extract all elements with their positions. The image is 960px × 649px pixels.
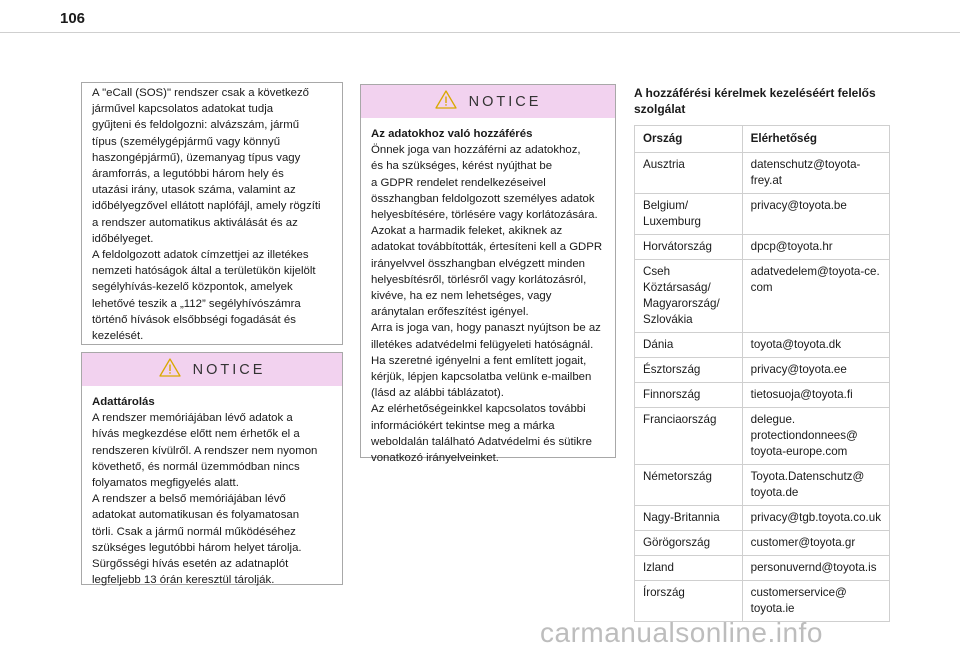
text-line: kezelését. xyxy=(92,330,144,343)
watermark: carmanualsonline.info xyxy=(540,617,823,648)
ecall-info-text xyxy=(82,83,342,344)
text-line: típus (személygépjármű vagy könnyű xyxy=(92,135,281,148)
table-row xyxy=(635,581,890,622)
text-line: irányelvvel összhangban elvégzett minden xyxy=(371,257,586,270)
cell-line: Szlovákia xyxy=(643,313,693,326)
text-line: legfeljebb 13 órán keresztül tárolják. xyxy=(92,574,275,587)
contact-cell xyxy=(742,260,889,333)
contact-cell xyxy=(742,465,889,506)
contact-cell xyxy=(742,358,889,383)
table-row xyxy=(635,556,890,581)
text-line: A rendszer memóriájában lévő adatok a xyxy=(92,412,293,425)
text-line: a rendszer automatikus aktiválását és az xyxy=(92,216,298,229)
table-row xyxy=(635,260,890,333)
cell-line: privacy@toyota.ee xyxy=(750,363,847,376)
cell-line: toyota.ie xyxy=(750,602,795,615)
text-line: illetékes adatvédelmi felügyeleti hatóságnál. xyxy=(371,338,594,351)
country-cell xyxy=(635,581,743,622)
ecall-info-box xyxy=(81,82,343,345)
cell-line: privacy@toyota.be xyxy=(750,199,847,212)
cell-line: Dánia xyxy=(643,338,674,351)
page-number: 106 xyxy=(60,10,86,27)
cell-line: privacy@tgb.toyota.co.uk xyxy=(750,511,881,524)
cell-line: toyota-europe.com xyxy=(750,445,848,458)
text-line: járművel kapcsolatos adatokat tudja xyxy=(92,103,274,116)
warning-triangle-icon xyxy=(435,90,457,113)
notice-label: NOTICE xyxy=(468,93,542,110)
text-line: adatokat továbbították, értesíteni kell a GDPR xyxy=(371,241,603,254)
cell-line: Izland xyxy=(643,561,674,574)
country-cell xyxy=(635,465,743,506)
text-line: helyesbítésére, törlésére vagy korlátozására. xyxy=(371,209,598,222)
text-line: időbélyeget. xyxy=(92,232,154,245)
country-cell xyxy=(635,383,743,408)
country-cell xyxy=(635,153,743,194)
cell-line: protectiondonnees@ xyxy=(750,429,858,442)
table-row xyxy=(635,506,890,531)
cell-line: Toyota.Datenschutz@ xyxy=(750,470,865,483)
table-row xyxy=(635,153,890,194)
notice-subtitle: Adattárolás xyxy=(92,396,155,408)
cell-line: Észtország xyxy=(643,363,701,376)
text-line: segélyhívás-kezelő központok, amelyek xyxy=(92,281,293,294)
cell-line: Belgium/ xyxy=(643,199,689,212)
text-line: rendszeren kívülről. A rendszer nem nyomon xyxy=(92,444,318,457)
contact-cell xyxy=(742,153,889,194)
text-line: Önnek joga van hozzáférni az adatokhoz, xyxy=(371,144,581,157)
text-line: gyűjteni és feldolgozni: alvázszám, jármű xyxy=(92,119,300,132)
notice-header xyxy=(361,85,615,118)
cell-line: Cseh xyxy=(643,265,671,278)
text-line: Az elérhetőségeinkkel kapcsolatos további xyxy=(371,403,586,416)
country-cell xyxy=(635,531,743,556)
text-line: Azokat a harmadik feleket, akiknek az xyxy=(371,225,563,238)
text-line: Arra is joga van, hogy panaszt nyújtson be az xyxy=(371,322,601,335)
contact-cell xyxy=(742,333,889,358)
notice-data-storage xyxy=(81,352,343,585)
contact-cell xyxy=(742,556,889,581)
cell-line: Görögország xyxy=(643,536,711,549)
text-line: történő hívások elsőbbségi fogadását és xyxy=(92,313,296,326)
notice-data-access xyxy=(360,84,616,465)
table-row xyxy=(635,333,890,358)
cell-line: Nagy-Britannia xyxy=(643,511,720,524)
contact-cell xyxy=(742,506,889,531)
cell-line: Ausztria xyxy=(643,158,685,171)
text-line: időbélyegzővel ellátott naplófájl, amely rögzíti xyxy=(92,200,321,213)
text-line: A feldolgozott adatok címzettjei az illetékes xyxy=(92,249,309,262)
header-divider xyxy=(0,32,960,33)
contacts-table xyxy=(634,125,890,622)
text-line: kivéve, ha ez nem lehetséges, vagy xyxy=(371,290,552,303)
notice-header xyxy=(82,353,342,386)
cell-line: dpcp@toyota.hr xyxy=(750,240,833,253)
text-line: szükséges legutóbbi három helyet tárolja. xyxy=(92,541,302,554)
cell-line: delegue. xyxy=(750,413,796,426)
cell-line: Magyarország/ xyxy=(643,297,720,310)
notice-text xyxy=(361,118,615,466)
text-line: információkért tekintse meg a márka xyxy=(371,419,555,432)
text-line: aránytalan erőfeszítést igényel. xyxy=(371,306,529,319)
text-line: áramforrás, a legutóbbi három hely és xyxy=(92,168,284,181)
country-cell xyxy=(635,260,743,333)
cell-line: Finnország xyxy=(643,388,701,401)
cell-line: Németország xyxy=(643,470,712,483)
cell-line: Luxemburg xyxy=(643,215,702,228)
text-line: folyamatos megfigyelés alatt. xyxy=(92,477,239,490)
text-line: A rendszer a belső memóriájában lévő xyxy=(92,493,286,506)
text-line: követhető, és normál üzemmódban nincs xyxy=(92,460,300,473)
text-line: lehetővé teszik a „112” segélyhívószámra xyxy=(92,297,301,310)
cell-line: datenschutz@toyota- xyxy=(750,158,861,171)
text-line: és ha szükséges, kérést nyújthat be xyxy=(371,160,553,173)
cell-line: Horvátország xyxy=(643,240,712,253)
country-cell xyxy=(635,358,743,383)
text-line: adatokat automatikusan és folyamatosan xyxy=(92,509,300,522)
text-line: (lásd az alábbi táblázatot). xyxy=(371,387,504,400)
text-line: vonatkozó irányelveinket. xyxy=(371,452,499,465)
table-header-row xyxy=(635,126,890,153)
contact-cell xyxy=(742,581,889,622)
column-header-contact: Elérhetőség xyxy=(742,126,889,153)
table-row xyxy=(635,531,890,556)
cell-line: frey.at xyxy=(750,174,782,187)
title-line: A hozzáférési kérelmek kezeléséért felelős xyxy=(634,86,876,100)
text-line: hívás megkezdése előtt nem érhetők el a xyxy=(92,428,300,441)
notice-label: NOTICE xyxy=(192,361,266,378)
text-line: kérjük, lépjen kapcsolatba velünk e-mailben xyxy=(371,371,592,384)
cell-line: toyota@toyota.dk xyxy=(750,338,842,351)
text-line: weboldalán található Adatvédelmi és sütikre xyxy=(371,435,592,448)
table-row xyxy=(635,194,890,235)
column-header-country: Ország xyxy=(635,126,743,153)
table-row xyxy=(635,358,890,383)
table-row xyxy=(635,383,890,408)
table-row xyxy=(635,465,890,506)
text-line: Ha szeretné igényelni a fent említett jogait, xyxy=(371,354,587,367)
notice-subtitle: Az adatokhoz való hozzáférés xyxy=(371,128,533,140)
warning-triangle-icon xyxy=(159,358,181,381)
notice-text xyxy=(82,386,342,588)
cell-line: customer@toyota.gr xyxy=(750,536,856,549)
cell-line: personuvernd@toyota.is xyxy=(750,561,877,574)
text-line: helyesbítésről, törlésről vagy korlátozásról, xyxy=(371,273,587,286)
contact-cell xyxy=(742,383,889,408)
contact-cell xyxy=(742,194,889,235)
text-line: összhangban feldolgozott személyes adatok xyxy=(371,192,595,205)
country-cell xyxy=(635,333,743,358)
country-cell xyxy=(635,506,743,531)
cell-line: com xyxy=(750,281,773,294)
table-row xyxy=(635,408,890,465)
cell-line: toyota.de xyxy=(750,486,799,499)
cell-line: adatvedelem@toyota-ce. xyxy=(750,265,880,278)
cell-line: Köztársaság/ xyxy=(643,281,711,294)
text-line: nemzeti hatóságok által a területükön kijelölt xyxy=(92,265,316,278)
cell-line: Franciaország xyxy=(643,413,717,426)
text-line: Sürgősségi hívás esetén az adatnaplót xyxy=(92,558,289,571)
contact-cell xyxy=(742,235,889,260)
contacts-section-title xyxy=(634,85,894,117)
cell-line: Írország xyxy=(643,586,685,599)
country-cell xyxy=(635,235,743,260)
text-line: a GDPR rendelet rendelkezéseivel xyxy=(371,176,546,189)
text-line: utazási irány, utasok száma, valamint az xyxy=(92,184,296,197)
text-line: A "eCall (SOS)" rendszer csak a következő xyxy=(92,87,309,99)
cell-line: customerservice@ xyxy=(750,586,847,599)
table-row xyxy=(635,235,890,260)
text-line: törli. Csak a jármű normál működéséhez xyxy=(92,525,296,538)
text-line: haszongépjármű), üzemanyag típus vagy xyxy=(92,151,301,164)
country-cell xyxy=(635,194,743,235)
country-cell xyxy=(635,408,743,465)
contact-cell xyxy=(742,531,889,556)
contact-cell xyxy=(742,408,889,465)
title-line: szolgálat xyxy=(634,102,686,116)
country-cell xyxy=(635,556,743,581)
cell-line: tietosuoja@toyota.fi xyxy=(750,388,853,401)
